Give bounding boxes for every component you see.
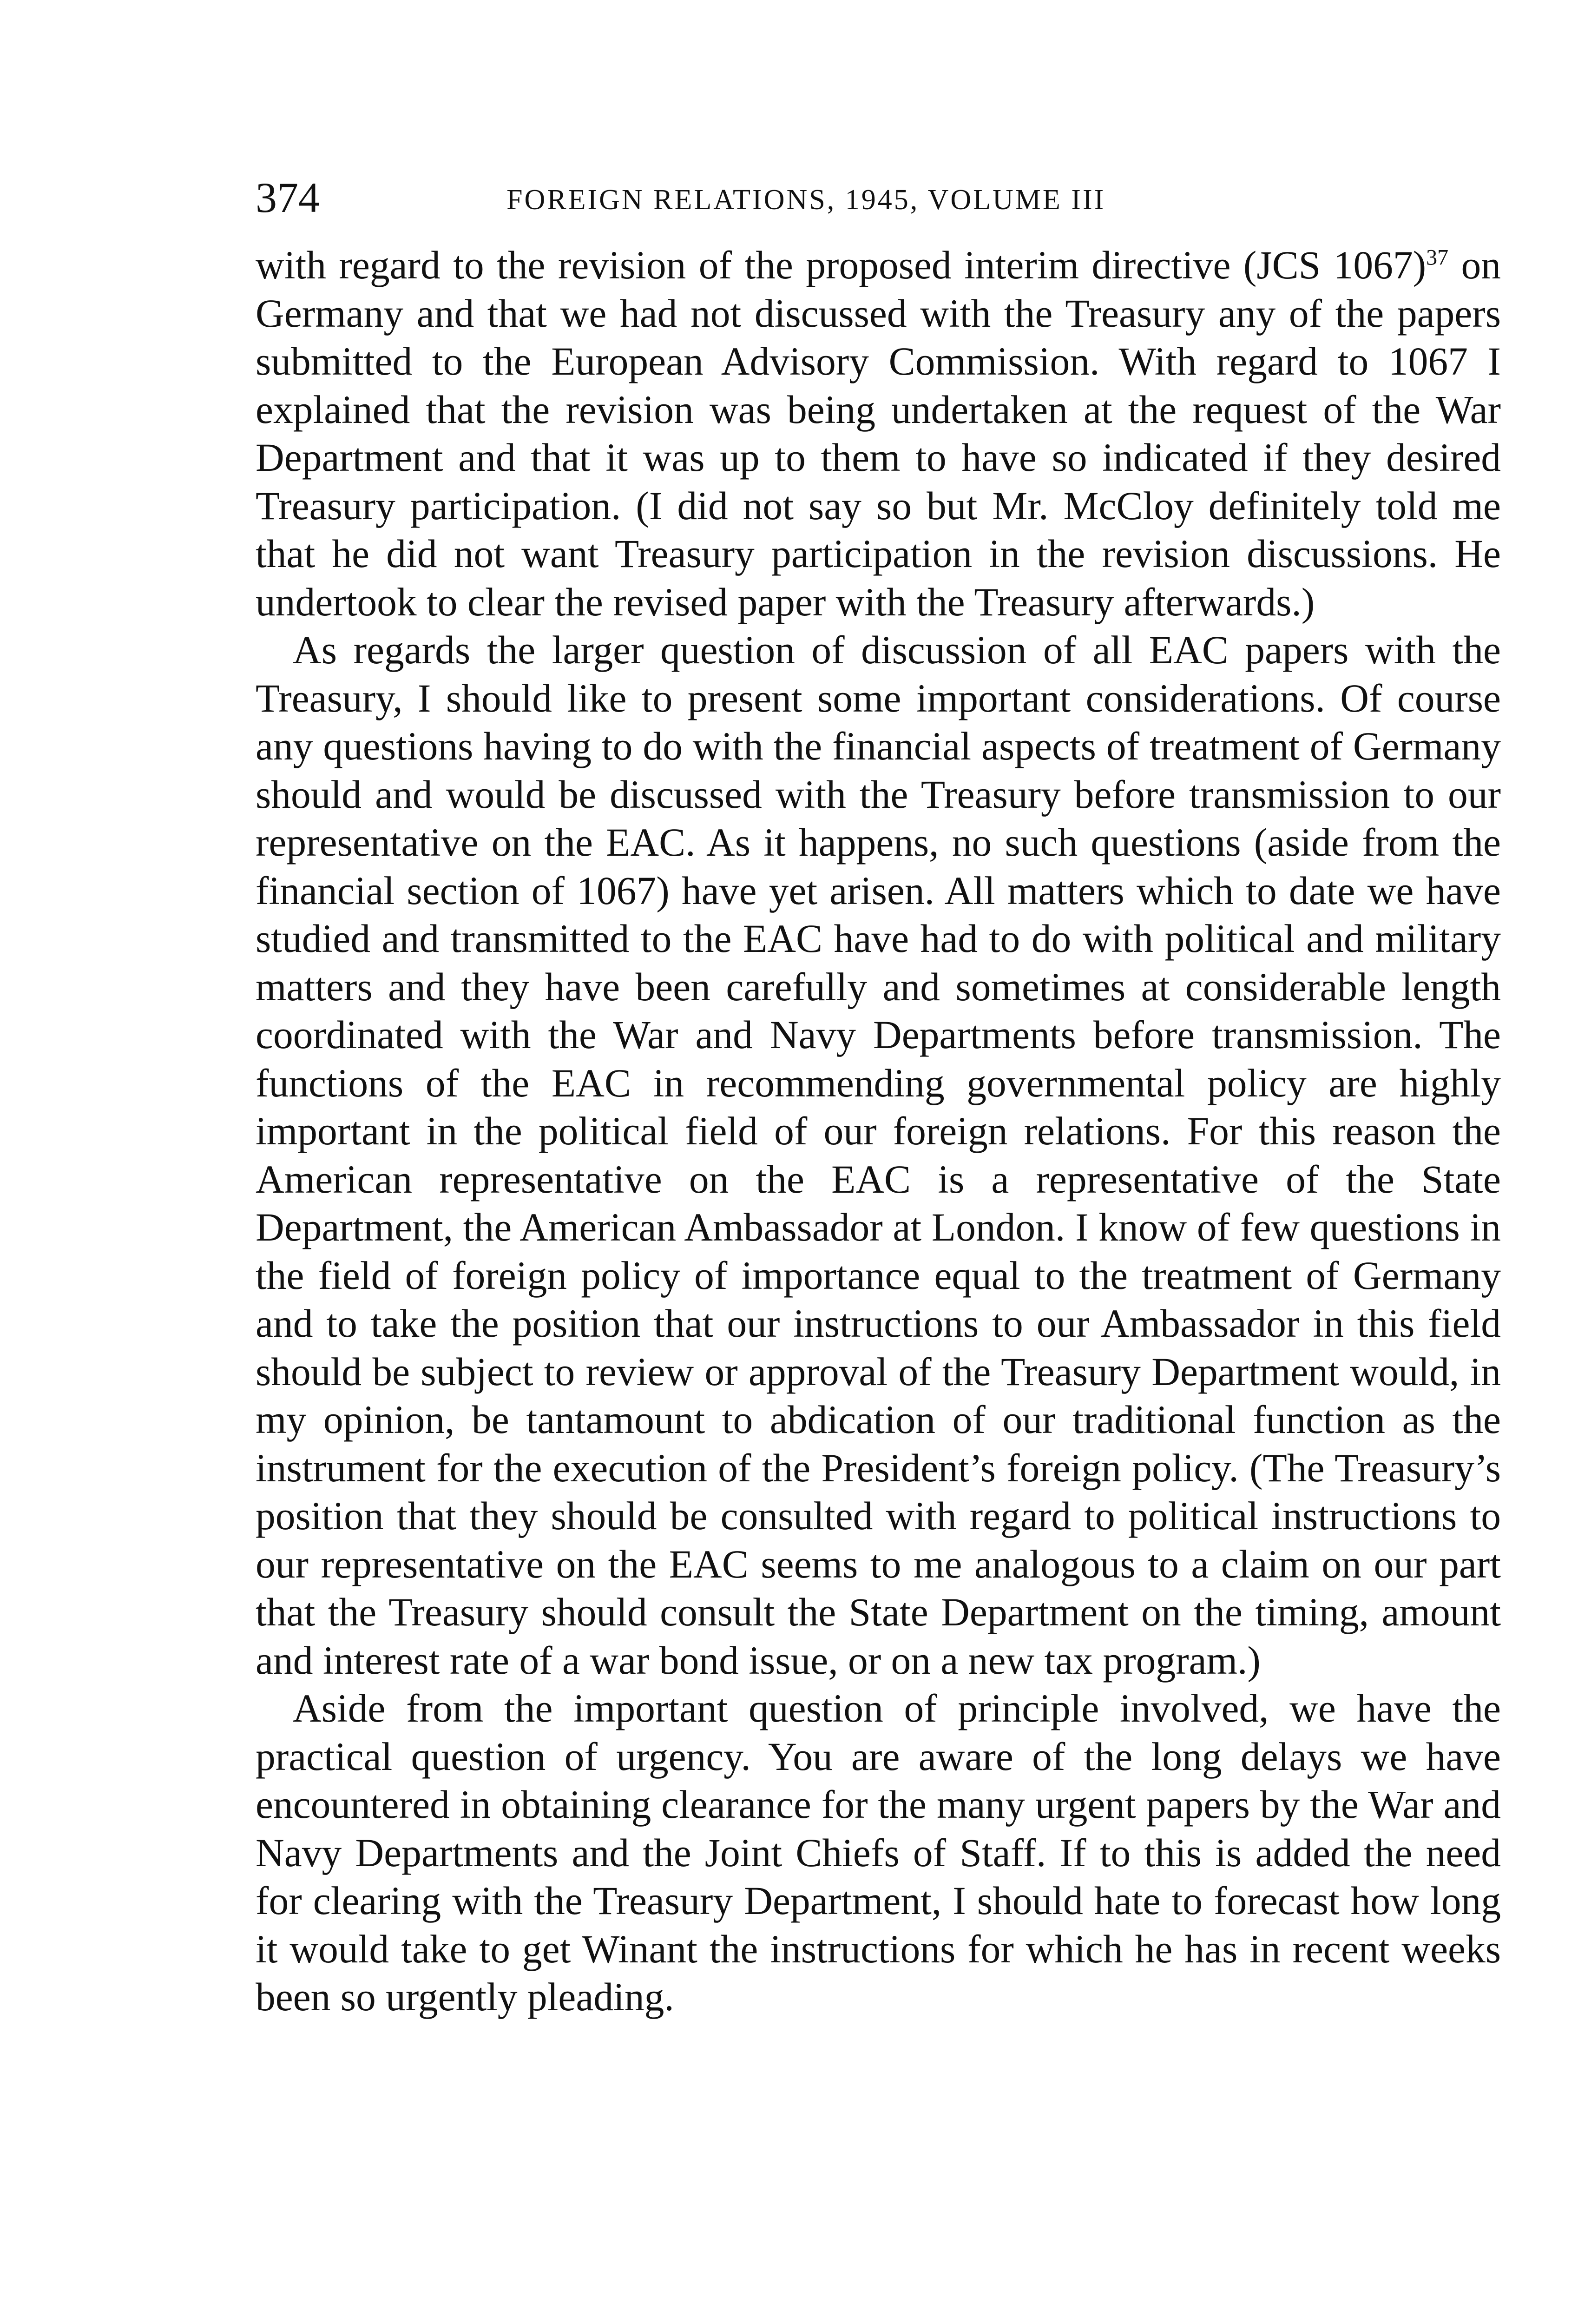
- paragraph-3: Aside from the important question of principle involved, we have the practical question of urgency. You are aware of the long delays we have encountered in obtaining clearance for the many urgent papers by the War and Navy Departments and the Joint Chiefs of Staff. If to this is added the need for clearing with the Treasury Department, I should hate to forecast how long it would take to get Winant the instructions for which he has in recent weeks been so urgently pleading.: [256, 1687, 1501, 2019]
- page-number: 374: [256, 174, 320, 221]
- paragraph-1-text-a: with regard to the revision of the proposed interim directive (JCS 1067): [256, 244, 1427, 287]
- paragraph-1-text-b: on Germany and that we had not discussed with the Treasury any of the papers submitted to the European Advisory Commission. With regard to 1067 I explained that the revision was being undertaken at the request of the War Department and that it was up to them to have so indicated if they desired Treasury participation. (I did not say so but Mr. McCloy definitely told me that he did not want Treasury participation in the revision discussions. He undertook to clear the revised paper with the Treasury afterwards.): [256, 244, 1501, 624]
- paragraph-1: [256, 242, 1501, 627]
- page-header: [256, 172, 1501, 223]
- body-text: [256, 242, 1501, 2022]
- running-title: FOREIGN RELATIONS, 1945, VOLUME III: [506, 184, 1106, 216]
- footnote-reference-37: 37: [1426, 245, 1449, 270]
- paragraph-2: As regards the larger question of discussion of all EAC papers with the Treasury, I should like to present some important considerations. Of course any questions having to do with the financial aspects of treatment of Germany should and would be discussed with the Treasury before transmission to our representative on the EAC. As it happens, no such questions (aside from the financial section of 1067) have yet arisen. All matters which to date we have studied and transmitted to the EAC have had to do with political and military matters and they have been carefully and sometimes at considerable length coordinated with the War and Navy Departments before transmission. The functions of the EAC in recommending governmental policy are highly important in the political field of our foreign relations. For this reason the American representative on the EAC is a representative of the State Department, the American Ambassador at London. I know of few questions in the field of foreign policy of importance equal to the treatment of Germany and to take the position that our instructions to our Ambassador in this field should be subject to review or approval of the Treasury Department would, in my opinion, be tantamount to abdication of our traditional function as the instrument for the execution of the President’s foreign policy. (The Treasury’s position that they should be consulted with regard to political instructions to our representative on the EAC seems to me analogous to a claim on our part that the Treasury should consult the State Department on the timing, amount and interest rate of a war bond issue, or on a new tax program.): [256, 628, 1501, 1683]
